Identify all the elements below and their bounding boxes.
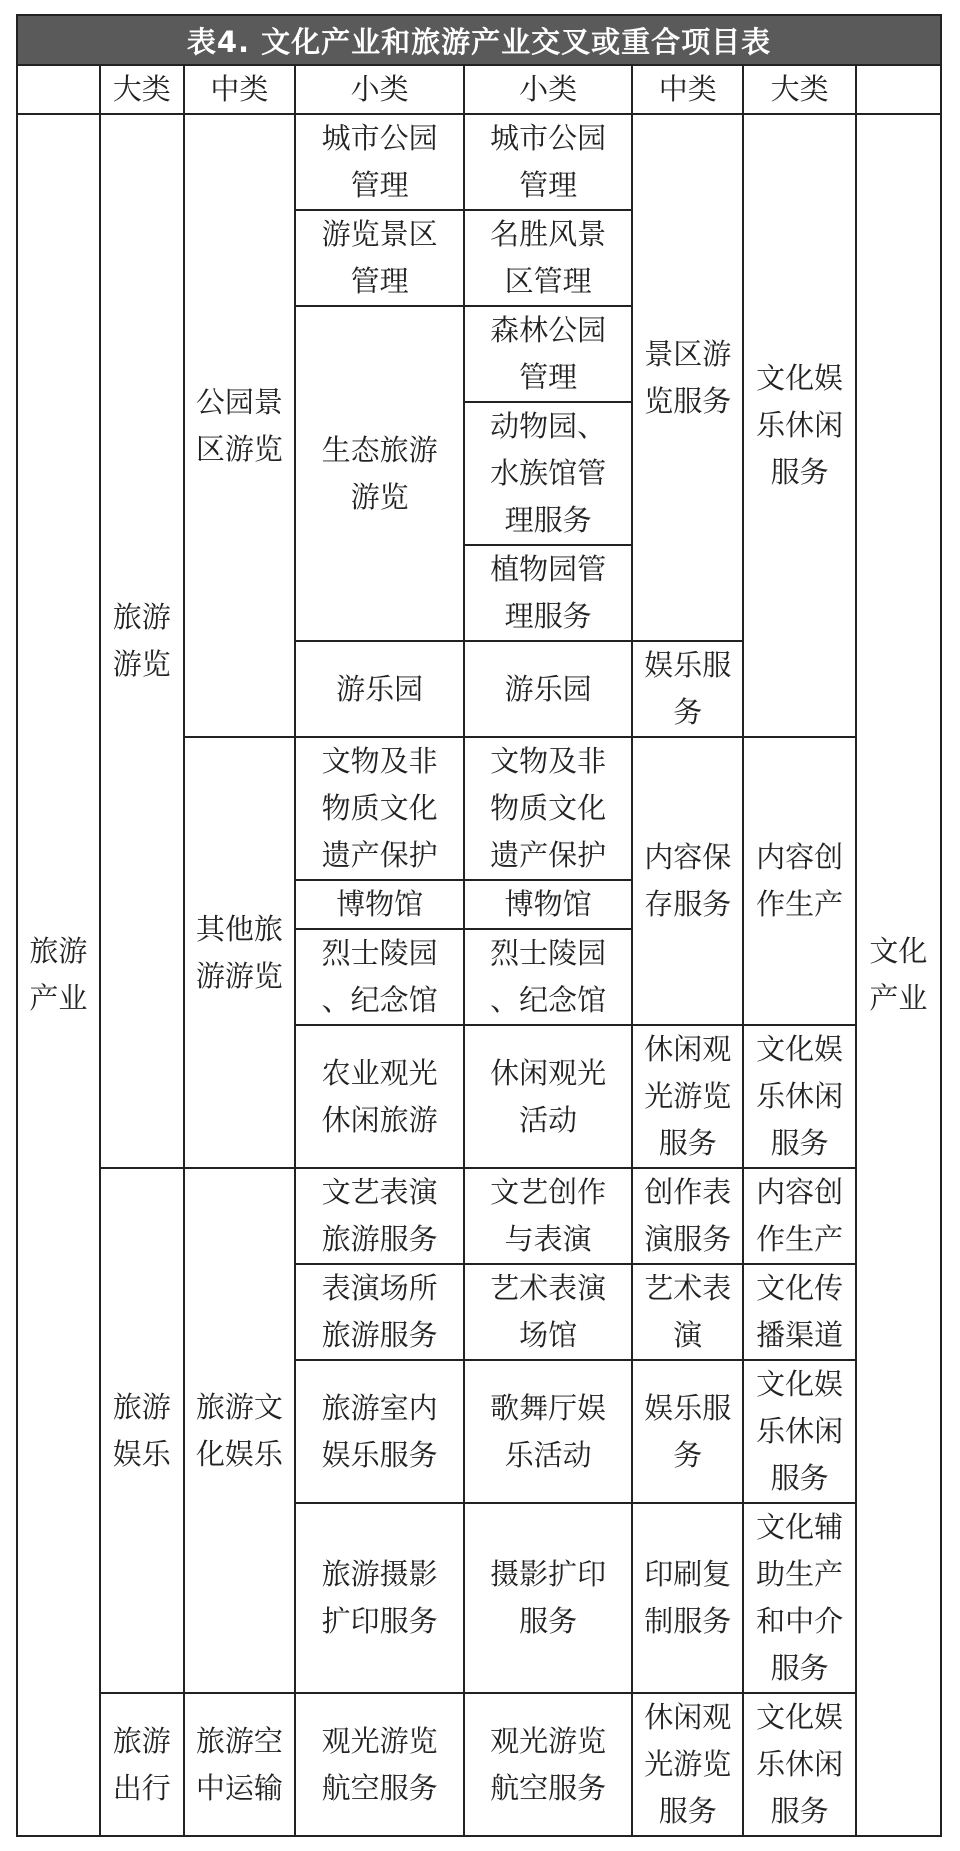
header-cell: 大类 [743,65,855,114]
table-title: 表4. 文化产业和旅游产业交叉或重合项目表 [16,14,942,64]
culture-minor-cell: 艺术表演 场馆 [464,1264,632,1360]
tourism-minor-cell: 旅游摄影 扩印服务 [295,1503,464,1693]
tourism-medium-cell: 其他旅 游游览 [184,737,295,1168]
culture-medium-cell: 印刷复 制服务 [632,1503,743,1693]
table-row [17,1693,941,1836]
tourism-minor-cell: 城市公园 管理 [295,114,464,210]
tourism-minor-cell: 农业观光 休闲旅游 [295,1025,464,1168]
culture-minor-cell: 游乐园 [464,641,632,737]
culture-industry-cell: 文化 产业 [856,114,941,1836]
header-cell: 中类 [632,65,743,114]
table-row [17,114,941,210]
culture-major-cell: 内容创 作生产 [743,1168,855,1264]
tourism-minor-cell: 游览景区 管理 [295,210,464,306]
tourism-minor-cell: 博物馆 [295,880,464,929]
culture-minor-cell: 休闲观光 活动 [464,1025,632,1168]
table-row [17,1168,941,1264]
header-cell: 中类 [184,65,295,114]
culture-medium-cell: 娱乐服 务 [632,641,743,737]
culture-medium-cell: 内容保 存服务 [632,737,743,1025]
culture-minor-cell: 烈士陵园 、纪念馆 [464,929,632,1025]
culture-minor-cell: 歌舞厅娱 乐活动 [464,1360,632,1503]
crossover-table [16,64,942,1837]
culture-minor-cell: 森林公园 管理 [464,306,632,402]
tourism-industry-cell: 旅游 产业 [17,114,100,1836]
culture-minor-cell: 植物园管 理服务 [464,545,632,641]
header-row [17,65,941,114]
culture-medium-cell: 景区游 览服务 [632,114,743,641]
tourism-minor-cell: 烈士陵园 、纪念馆 [295,929,464,1025]
tourism-major-cell: 旅游 出行 [100,1693,184,1836]
tourism-medium-cell: 公园景 区游览 [184,114,295,737]
header-cell: 大类 [100,65,184,114]
culture-major-cell: 内容创 作生产 [743,737,855,1025]
culture-major-cell: 文化传 播渠道 [743,1264,855,1360]
culture-minor-cell: 城市公园 管理 [464,114,632,210]
table-container [16,14,942,1837]
culture-major-cell: 文化娱 乐休闲 服务 [743,1360,855,1503]
culture-medium-cell: 创作表 演服务 [632,1168,743,1264]
tourism-major-cell: 旅游 娱乐 [100,1168,184,1693]
culture-minor-cell: 观光游览 航空服务 [464,1693,632,1836]
tourism-minor-cell: 生态旅游 游览 [295,306,464,641]
culture-medium-cell: 休闲观 光游览 服务 [632,1693,743,1836]
header-cell [856,65,941,114]
culture-major-cell: 文化娱 乐休闲 服务 [743,114,855,737]
tourism-minor-cell: 旅游室内 娱乐服务 [295,1360,464,1503]
tourism-major-cell: 旅游 游览 [100,114,184,1168]
culture-medium-cell: 艺术表 演 [632,1264,743,1360]
culture-medium-cell: 娱乐服 务 [632,1360,743,1503]
tourism-minor-cell: 文物及非 物质文化 遗产保护 [295,737,464,880]
header-cell: 小类 [464,65,632,114]
culture-minor-cell: 名胜风景 区管理 [464,210,632,306]
culture-major-cell: 文化娱 乐休闲 服务 [743,1025,855,1168]
header-cell: 小类 [295,65,464,114]
culture-minor-cell: 文艺创作 与表演 [464,1168,632,1264]
tourism-minor-cell: 文艺表演 旅游服务 [295,1168,464,1264]
tourism-medium-cell: 旅游空 中运输 [184,1693,295,1836]
tourism-minor-cell: 观光游览 航空服务 [295,1693,464,1836]
culture-medium-cell: 休闲观 光游览 服务 [632,1025,743,1168]
culture-minor-cell: 摄影扩印 服务 [464,1503,632,1693]
culture-minor-cell: 博物馆 [464,880,632,929]
culture-major-cell: 文化辅 助生产 和中介 服务 [743,1503,855,1693]
tourism-minor-cell: 表演场所 旅游服务 [295,1264,464,1360]
culture-minor-cell: 文物及非 物质文化 遗产保护 [464,737,632,880]
tourism-minor-cell: 游乐园 [295,641,464,737]
culture-minor-cell: 动物园、 水族馆管 理服务 [464,402,632,545]
tourism-medium-cell: 旅游文 化娱乐 [184,1168,295,1693]
culture-major-cell: 文化娱 乐休闲 服务 [743,1693,855,1836]
header-cell [17,65,100,114]
